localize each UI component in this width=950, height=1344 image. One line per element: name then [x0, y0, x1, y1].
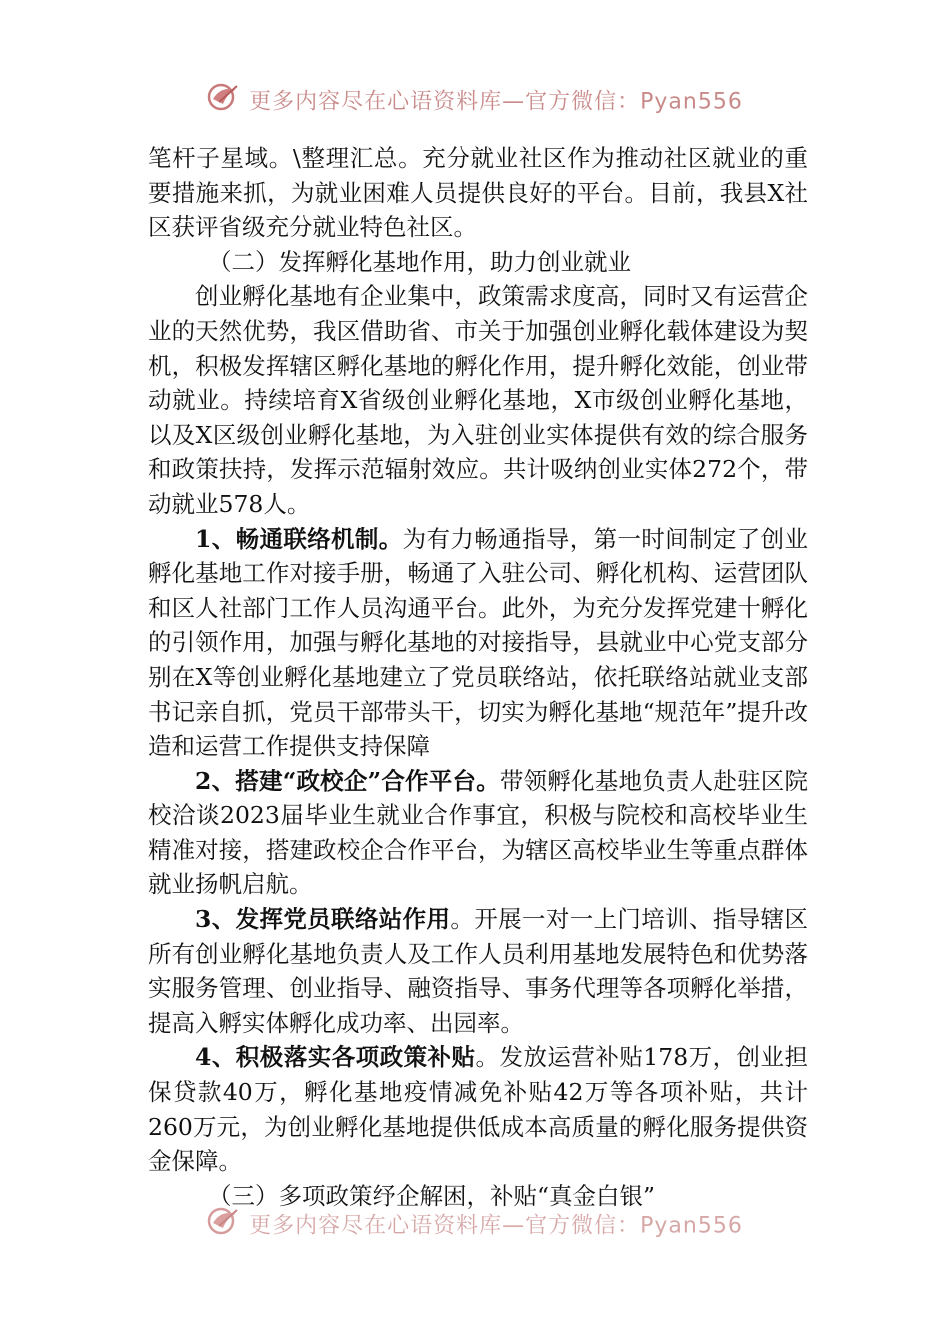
item-text: 带领孵化基地负责人赴驻区院校洽谈2023届毕业生就业合作事宜，积极与院校和高校毕业生精准对接，搭建政校企合作平台，为辖区高校毕业生等重点群体就业扬帆启航。	[148, 766, 808, 899]
watermark-text: 更多内容尽在心语资料库—官方微信：Pyan556	[249, 1213, 743, 1239]
paragraph-item-3	[148, 902, 808, 1040]
heading-text: （三）多项政策纾企解困，补贴“真金白银”	[208, 1181, 656, 1210]
item-lead: 3、发挥党员联络站作用	[195, 905, 451, 934]
paragraph-item-4	[148, 1040, 808, 1178]
item-text: 。发放运营补贴178万，创业担保贷款40万，孵化基地疫情减免补贴42万等各项补贴，共计260万元，为创业孵化基地提供低成本高质量的孵化服务提供资金保障。	[148, 1043, 808, 1176]
item-text: 。开展一对一上门培训、指导辖区所有创业孵化基地负责人及工作人员利用基地发展特色和优势落实服务管理、创业指导、融资指导、事务代理等各项孵化举措，提高入孵实体孵化成功率、出园率。	[148, 905, 808, 1037]
watermark-footer	[0, 1206, 950, 1242]
heading-text: （二）发挥孵化基地作用，助力创业就业	[208, 247, 631, 276]
paragraph-text: 创业孵化基地有企业集中，政策需求度高，同时又有运营企业的天然优势，我区借助省、市关于加强创业孵化载体建设为契机，积极发挥辖区孵化基地的孵化作用，提升孵化效能，创业带动就业。持续培育X省级创业孵化基地，X市级创业孵化基地，以及X区级创业孵化基地，为入驻创业实体提供有效的综合服务和政策扶持，发挥示范辐射效应。共计吸纳创业实体272个，带动就业578人。	[148, 282, 808, 518]
item-lead: 2、搭建“政校企”合作平台。	[195, 766, 500, 795]
paragraph-text: 笔杆子星域。\整理汇总。充分就业社区作为推动社区就业的重要措施来抓，为就业困难人员提供良好的平台。目前，我县X社区获评省级充分就业特色社区。	[148, 144, 808, 242]
paragraph-incubation-intro	[148, 279, 808, 521]
paragraph-item-1	[148, 522, 808, 764]
library-logo-icon	[207, 82, 241, 118]
watermark-text: 更多内容尽在心语资料库—官方微信：Pyan556	[249, 89, 743, 115]
library-logo-icon	[207, 1206, 241, 1242]
item-text: 为有力畅通指导，第一时间制定了创业孵化基地工作对接手册，畅通了入驻公司、孵化机构、运营团队和区人社部门工作人员沟通平台。此外，为充分发挥党建十孵化的引领作用，加强与孵化基地的对接指导，县就业中心党支部分别在X等创业孵化基地建立了党员联络站，依托联络站就业支部书记亲自抓，党员干部带头干，切实为孵化基地“规范年”提升改造和运营工作提供支持保障	[148, 524, 809, 761]
watermark-header	[0, 82, 950, 118]
item-lead: 4、积极落实各项政策补贴	[195, 1043, 476, 1072]
item-lead: 1、畅通联络机制。	[195, 524, 403, 553]
document-body	[148, 141, 808, 1213]
paragraph-item-2	[148, 764, 808, 902]
section-heading-2	[148, 245, 808, 280]
paragraph-continuation	[148, 141, 808, 245]
